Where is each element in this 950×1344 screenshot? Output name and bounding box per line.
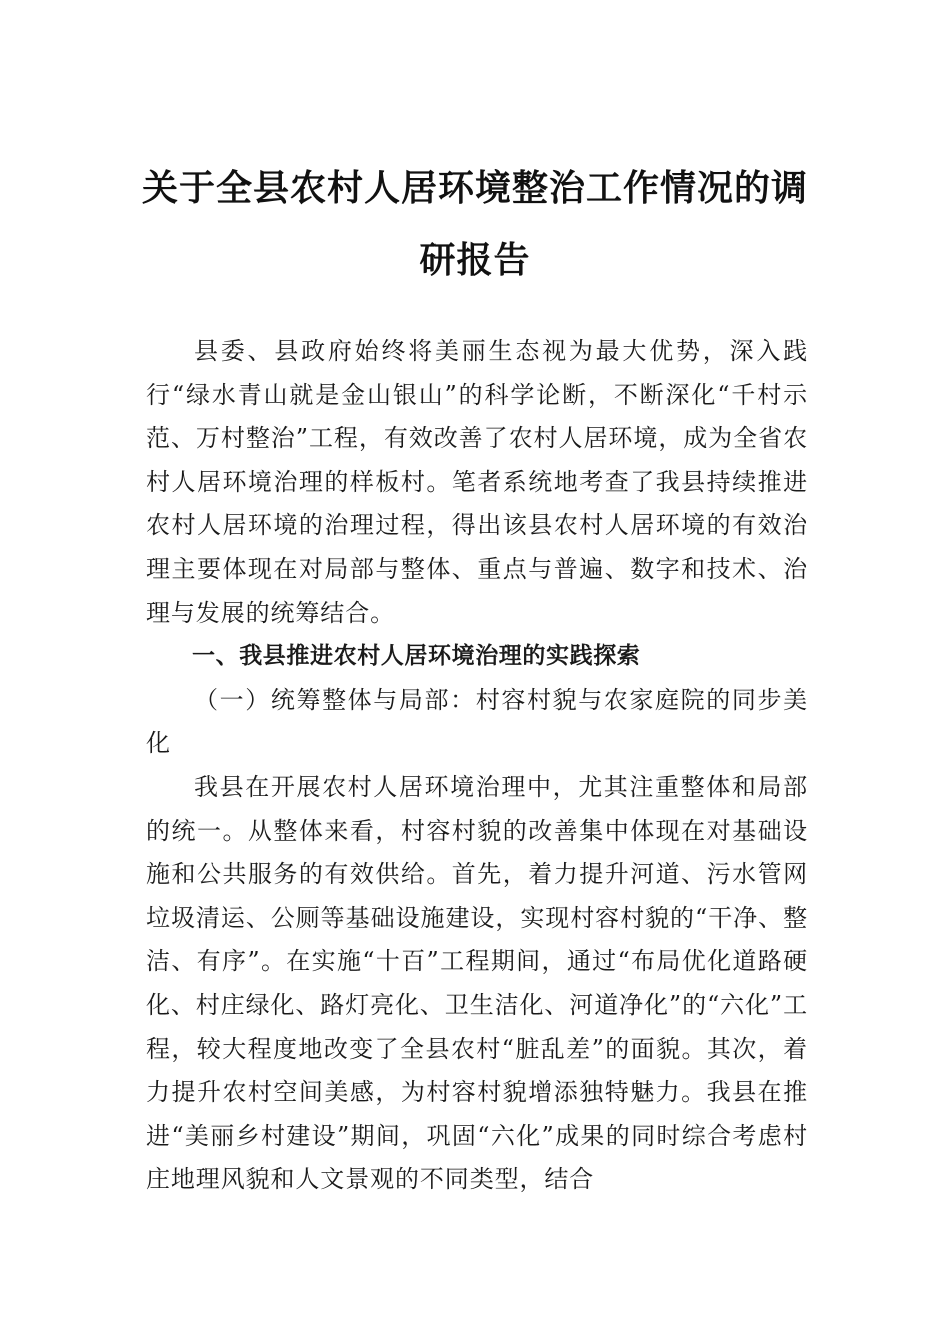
intro-paragraph: 县委、县政府始终将美丽生态视为最大优势，深入践行“绿水青山就是金山银山”的科学论断，不断深化“千村示范、万村整治”工程，有效改善了农村人居环境，成为全省农村人居环境治理的样板村。笔者系统地考查了我县持续推进农村人居环境的治理过程，得出该县农村人居环境的有效治理主要体现在对局部与整体、重点与普遍、数字和技术、治理与发展的统筹结合。	[146, 337, 808, 627]
document-title: 关于全县农村人居环境整治工作情况的调研报告	[141, 167, 808, 281]
document-body	[146, 330, 808, 1202]
subsection-paragraph: 我县在开展农村人居环境治理中，尤其注重整体和局部的统一。从整体来看，村容村貌的改善集中体现在对基础设施和公共服务的有效供给。首先，着力提升河道、污水管网垃圾清运、公厕等基础设施建设，实现村容村貌的“干净、整洁、有序”。在实施“十百”工程期间，通过“布局优化道路硬化、村庄绿化、路灯亮化、卫生洁化、河道净化”的“六化”工程，较大程度地改变了全县农村“脏乱差”的面貌。其次，着力提升农村空间美感，为村容村貌增添独特魅力。我县在推进“美丽乡村建设”期间，巩固“六化”成果的同时综合考虑村庄地理风貌和人文景观的不同类型，结合	[146, 772, 809, 1194]
section-heading: 一、我县推进农村人居环境治理的实践探索	[192, 643, 641, 670]
subsection-heading: （一）统筹整体与局部：村容村貌与农家庭院的同步美化	[146, 685, 808, 758]
